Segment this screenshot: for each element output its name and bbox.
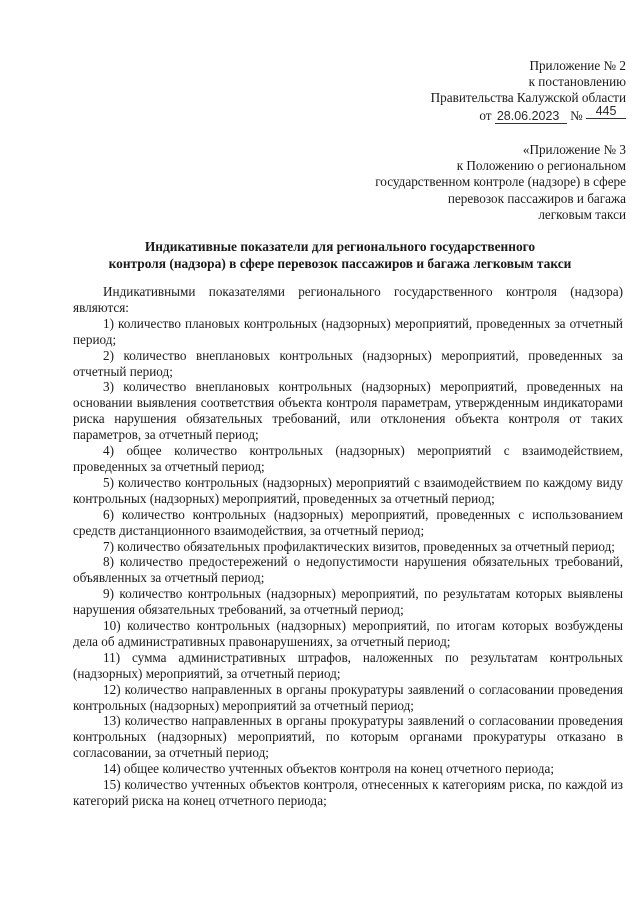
annex-ref-line: легковым такси [538,206,626,222]
document-body [73,284,623,809]
annex-ref-line: к Положению о региональном [456,158,626,174]
indicator-item: 4) общее количество контрольных (надзорных) мероприятий с взаимодействием, проведенных за отчетный период; [73,443,623,474]
indicator-item: 2) количество внеплановых контрольных (надзорных) мероприятий, проведенных за отчетный период; [73,347,623,379]
indicator-item: 9) количество контрольных (надзорных) мероприятий, по результатам которых выявлены нарушения обязательных требований, за отчетный период; [73,586,623,618]
indicator-item: 12) количество направленных в органы прокуратуры заявлений о согласовании проведения контрольных (надзорных) мероприятий за отчетный период; [73,681,623,713]
indicator-item: 14) общее количество учтенных объектов контроля на конец отчетного периода; [103,761,555,777]
annex-ref-line: перевозок пассажиров и багажа [447,190,626,206]
annex-government: Правительства Калужской области [430,90,626,105]
indicator-item: 8) количество предостережений о недопустимости нарушения обязательных требований, объявленных за отчетный период; [73,554,623,586]
indicator-item: 15) количество учтенных объектов контроля, отнесенных к категориям риска, по каждой из категорий риска на конец отчетного периода; [73,777,623,808]
annex-ref-line: государственном контроле (надзоре) в сфере [375,174,626,190]
annex-number: Приложение № 2 [529,58,626,73]
title-line: Индикативные показатели для регионального государственного [144,239,536,254]
indicator-item: 10) количество контрольных (надзорных) мероприятий, по итогам которых возбуждены дела об административных правонарушениях, за отчетный период; [73,618,623,649]
annex-resolution: к постановлению [528,74,626,89]
annex-date-line [431,104,626,124]
indicator-item: 5) количество контрольных (надзорных) мероприятий с взаимодействием по каждому виду контрольных (надзорных) мероприятий, проведенных за отчетный период; [73,474,623,506]
handwritten-date: 28.06.2023 [495,110,567,124]
indicator-item: 11) сумма административных штрафов, наложенных по результатам контрольных (надзорных) мероприятий, за отчетный период; [73,649,623,681]
title-line: контроля (надзора) в сфере перевозок пассажиров и багажа легковым такси [108,256,572,271]
handwritten-number: 445 [586,105,626,119]
intro-paragraph: Индикативными показателями регионального государственного контроля (надзора) являются: [73,284,623,315]
indicator-item: 13) количество направленных в органы прокуратуры заявлений о согласовании проведения контрольных (надзорных) мероприятий, по которым органами прокуратуры отказано в согласовании, за отчетный период; [73,713,623,761]
annex-ref-line: «Приложение № 3 [522,142,626,157]
indicator-item: 1) количество плановых контрольных (надзорных) мероприятий, проведенных за отчетный период; [73,315,623,347]
indicator-item: 7) количество обязательных профилактических визитов, проведенных за отчетный период; [103,538,615,554]
from-label: от [479,108,492,123]
number-label: № [570,108,583,123]
annex-header [431,58,626,124]
document-title [60,238,620,272]
indicator-item: 6) количество контрольных (надзорных) мероприятий, проведенных с использованием средств дистанционного взаимодействия, за отчетный период; [73,506,623,538]
indicator-item: 3) количество внеплановых контрольных (надзорных) мероприятий, проведенных на основании выявления соответствия объекта контроля параметрам, утвержденным индикаторами риска нарушения обязательных требований, или отклонения объекта контроля от таких параметров, за отчетный период; [73,379,623,443]
annex-reference [375,142,626,223]
